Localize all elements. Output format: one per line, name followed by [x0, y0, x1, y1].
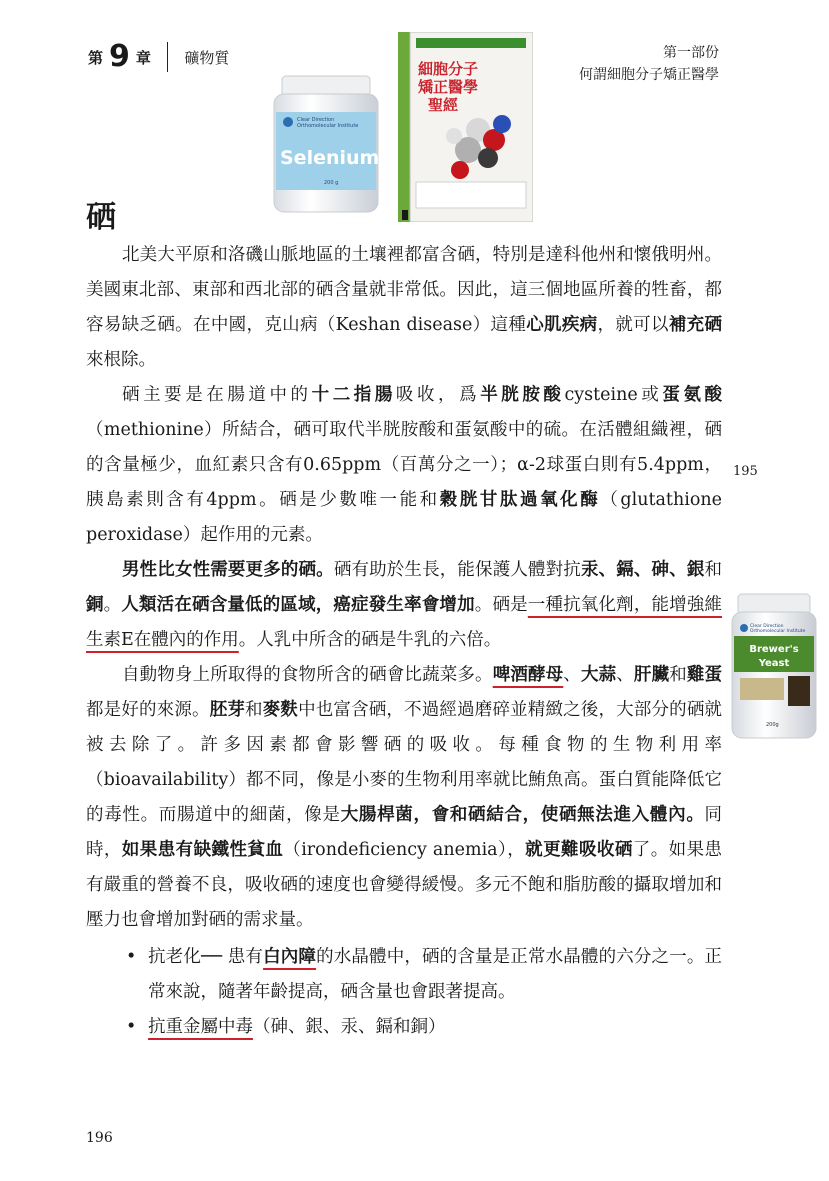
svg-text:200g: 200g: [766, 722, 779, 728]
paragraph-3: 男性比女性需要更多的硒。硒有助於生長，能保護人體對抗汞、鎘、砷、銀和銅。人類活在硒含量低的區域，癌症發生率會增加。硒是一種抗氧化劑，能增強維生素E在體內的作用。人乳中所含的硒是牛乳的六倍。: [86, 560, 723, 650]
bullet-anti-aging: • 抗老化── 患有白內障的水晶體中，硒的含量是正常水晶體的六分之一。正常來說，隨著年齡提高，硒含量也會跟著提高。: [86, 940, 722, 1010]
paragraph-1: 北美大平原和洛磯山脈地區的土壤裡都富含硒，特別是達科他州和懷俄明州。美國東北部、東部和西北部的硒含量就非常低。因此，這三個地區所養的牲畜，都容易缺乏硒。在中國，克山病（Keshan disease）這種心肌疾病，就可以補充硒來根除。: [86, 245, 723, 370]
bullet-list: [86, 940, 722, 1045]
selenium-bottle-image: [268, 72, 383, 217]
svg-text:Yeast: Yeast: [758, 658, 790, 669]
chapter-prefix: 第: [88, 48, 104, 67]
margin-page-number: 195: [733, 464, 758, 479]
svg-text:Orthomolecular Institute: Orthomolecular Institute: [750, 629, 806, 634]
svg-text:200 g: 200 g: [324, 180, 339, 186]
chapter-header: [88, 39, 230, 74]
part-title: 何謂細胞分子矯正醫學: [579, 67, 719, 83]
svg-text:矯正醫學: 矯正醫學: [418, 78, 479, 96]
article-body: [86, 238, 722, 1045]
bottle-label: Selenium: [280, 147, 380, 169]
paragraph-4: 自動物身上所取得的食物所含的硒會比蔬菜多。啤酒酵母、大蒜、肝臟和雞蛋都是好的來源。胚芽和麥麩中也富含硒，不過經過磨碎並精緻之後，大部分的硒就被去除了。許多因素都會影響硒的吸收。每種食物的生物利用率（bioavailability）都不同，像是小麥的生物利用率就比鮪魚高。蛋白質能降低它的毒性。而腸道中的細菌，像是大腸桿菌，會和硒結合，使硒無法進入體內。同時，如果患有缺鐵性貧血（irondeficiency anemia），就更難吸收硒了。如果患有嚴重的營養不良，吸收硒的速度也會變得緩慢。多元不飽和脂肪酸的攝取增加和壓力也會增加對硒的需求量。: [86, 665, 723, 930]
underlined-antioxidant: 一種抗氧化劑，能增強維生素E在體內的作用: [86, 595, 723, 650]
svg-text:Clear Direction: Clear Direction: [750, 624, 784, 629]
chapter-title: 礦物質: [184, 48, 230, 67]
chapter-suffix: 章: [135, 48, 151, 67]
svg-text:Brewer's: Brewer's: [749, 644, 799, 655]
svg-text:Orthomolecular Institute: Orthomolecular Institute: [297, 123, 359, 129]
part-header: [579, 42, 719, 86]
underlined-brewers-yeast: 啤酒酵母: [492, 665, 564, 685]
bullet-heavy-metal: • 抗重金屬中毒（砷、銀、汞、鎘和銅）: [86, 1010, 722, 1045]
chapter-number: 9: [109, 39, 130, 74]
book-cover-image: [398, 32, 533, 222]
svg-text:細胞分子: 細胞分子: [418, 60, 479, 78]
brewers-yeast-image: [730, 590, 818, 742]
svg-text:聖經: 聖經: [428, 96, 459, 114]
underlined-cataract: 白內障: [263, 947, 317, 967]
section-title: 硒: [86, 200, 116, 235]
paragraph-2: 硒主要是在腸道中的十二指腸吸收，爲半胱胺酸cysteine或蛋氨酸（methionine）所結合，硒可取代半胱胺酸和蛋氨酸中的硫。在活體組織裡，硒的含量極少，血紅素只含有0.65ppm（百萬分之一）；α-2球蛋白則有5.4ppm，胰島素則含有4ppm。硒是少數唯一能和穀胱甘肽過氧化酶（glutathione peroxidase）起作用的元素。: [86, 385, 723, 545]
page-number: 196: [86, 1130, 113, 1146]
part-label: 第一部份: [663, 45, 719, 61]
svg-text:Clear Direction: Clear Direction: [297, 117, 335, 123]
underlined-heavy-metal: 抗重金屬中毒: [148, 1017, 253, 1037]
chapter-divider: [167, 42, 169, 72]
